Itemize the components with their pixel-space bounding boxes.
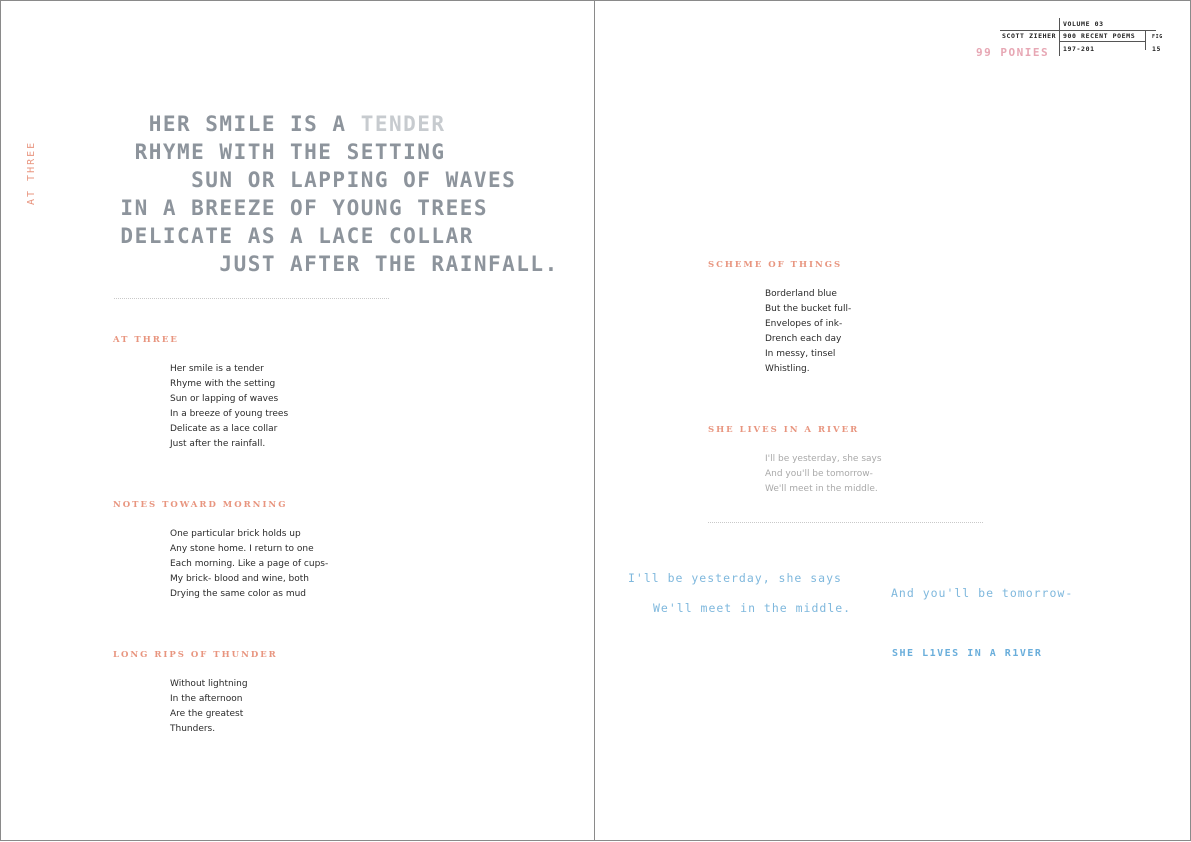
poem-title: SCHEME OF THINGS: [708, 260, 843, 270]
poem-line: Just after the rainfall.: [170, 439, 266, 449]
header-rule: [1059, 41, 1146, 42]
poem-line: Delicate as a lace collar: [170, 424, 278, 434]
header-fig-label: FIG: [1152, 34, 1163, 40]
display-row: [0, 194, 600, 222]
poem-line: In messy, tinsel: [765, 349, 836, 359]
blue-display-line: We'll meet in the middle.: [653, 601, 852, 615]
display-left-text: JUST: [219, 252, 276, 276]
poem-line: Drying the same color as mud: [170, 589, 307, 599]
poem-line: In the afternoon: [170, 694, 243, 704]
display-right-text: AFTER THE RAINFALL.: [290, 252, 559, 276]
poem-line: Each morning. Like a page of cups-: [170, 559, 329, 569]
blue-display-line: I'll be yesterday, she says: [628, 571, 842, 585]
poem-line: But the bucket full-: [765, 304, 852, 314]
poem-line: One particular brick holds up: [170, 529, 301, 539]
dotted-divider: [114, 298, 389, 299]
display-left-text: IN A BREEZE: [120, 196, 276, 220]
display-right-text: IS A TENDER: [290, 112, 446, 136]
poem-body: [170, 362, 288, 452]
display-left-text: DELICATE AS: [120, 224, 276, 248]
header-author: SCOTT ZIEHER: [1002, 32, 1057, 40]
blue-display-title: SHE L1VES IN A R1VER: [892, 648, 1043, 659]
poem-line: Whistling.: [765, 364, 810, 374]
display-highlight-text: TENDER: [360, 112, 446, 136]
poem-line: Drench each day: [765, 334, 842, 344]
poem-title: SHE LIVES IN A RIVER: [708, 425, 860, 435]
display-left-text: HER SMILE: [148, 112, 276, 136]
poem-line: Rhyme with the setting: [170, 379, 276, 389]
display-left-text: SUN OR: [191, 168, 276, 192]
poem-body: [170, 677, 248, 737]
poem-title: NOTES TOWARD MORNING: [113, 500, 288, 510]
right-page: [595, 0, 1191, 841]
blue-display-line: And you'll be tomorrow-: [891, 586, 1074, 600]
display-row: [0, 138, 600, 166]
header-pages: 197-201: [1063, 45, 1095, 53]
poem-line: Any stone home. I return to one: [170, 544, 314, 554]
display-row: [0, 222, 600, 250]
dotted-divider: [708, 522, 983, 523]
header-volume: VOLUME 03: [1063, 20, 1104, 28]
header-page-number: 15: [1152, 45, 1162, 53]
poem-line: And you'll be tomorrow-: [765, 469, 873, 479]
poem-line: Her smile is a tender: [170, 364, 264, 374]
poem-line: Thunders.: [170, 724, 216, 734]
display-right-text: A LACE COLLAR: [290, 224, 474, 248]
display-row: [0, 250, 600, 278]
poem-line: Sun or lapping of waves: [170, 394, 279, 404]
poem-title: AT THREE: [113, 335, 179, 345]
header-rule: [1145, 30, 1146, 50]
poem-body: [765, 287, 851, 377]
display-row: [0, 166, 600, 194]
poem-line: I'll be yesterday, she says: [765, 454, 882, 464]
display-right-text: THE SETTING: [290, 140, 446, 164]
poem-body: [765, 452, 882, 497]
brand-logo: 99 PONIES: [976, 46, 1050, 59]
poem-body: [170, 527, 328, 602]
display-poem: [0, 110, 600, 278]
display-right-text: LAPPING OF WAVES: [290, 168, 517, 192]
poem-line: Without lightning: [170, 679, 248, 689]
display-row: [0, 110, 600, 138]
header-collection: 900 RECENT POEMS: [1063, 32, 1136, 40]
poem-line: Are the greatest: [170, 709, 244, 719]
poem-line: Borderland blue: [765, 289, 837, 299]
poem-line: We'll meet in the middle.: [765, 484, 878, 494]
poem-line: In a breeze of young trees: [170, 409, 289, 419]
vertical-section-label: AT THREE: [26, 140, 37, 205]
poem-line: My brick- blood and wine, both: [170, 574, 310, 584]
display-right-text: OF YOUNG TREES: [290, 196, 489, 220]
header-rule: [1000, 30, 1156, 31]
poem-line: Envelopes of ink-: [765, 319, 843, 329]
poem-title: LONG RIPS OF THUNDER: [113, 650, 278, 660]
display-left-text: RHYME WITH: [134, 140, 276, 164]
header-rule: [1059, 18, 1060, 56]
